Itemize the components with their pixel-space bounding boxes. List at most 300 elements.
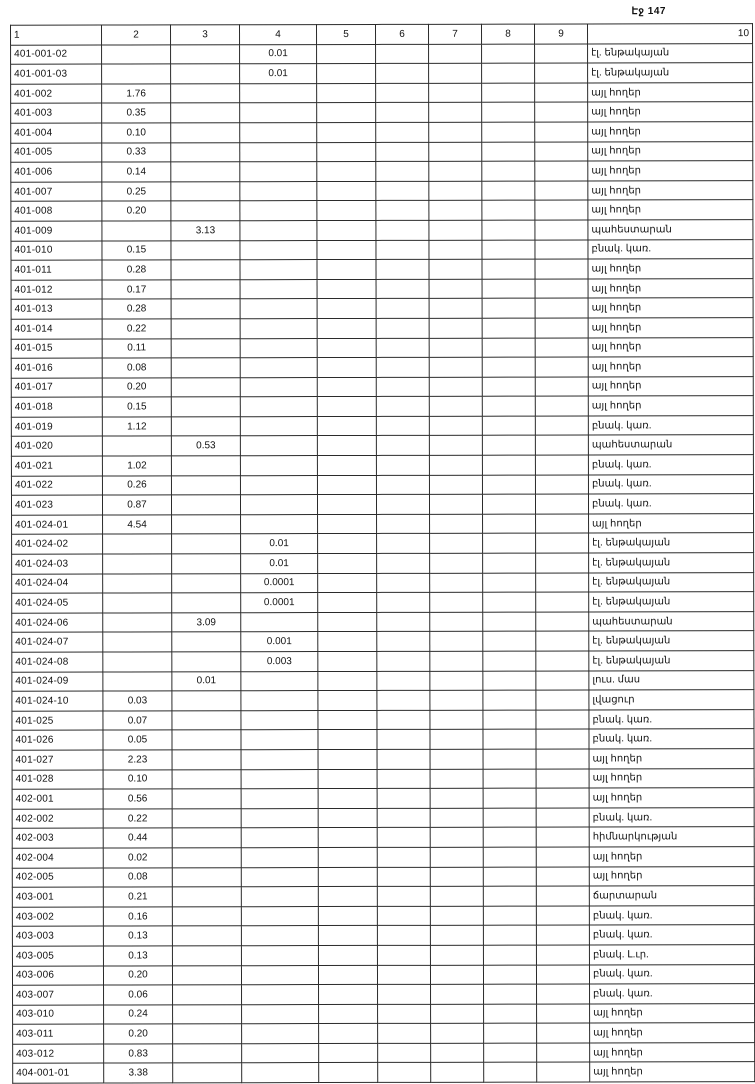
cell-col4	[241, 847, 318, 867]
cell-note: այլ հողեր	[589, 866, 754, 886]
cell-col8	[482, 298, 535, 318]
cell-note: այլ հողեր	[588, 102, 753, 122]
cell-col3	[171, 103, 240, 123]
cell-col2: 0.10	[103, 769, 172, 789]
cell-col2: 0.28	[102, 260, 171, 280]
cell-col6	[376, 416, 429, 436]
cell-col2: 0.26	[102, 476, 171, 496]
cell-col4	[241, 808, 318, 828]
cell-col6	[377, 945, 430, 965]
cell-col7	[429, 220, 482, 240]
cell-col8	[482, 63, 535, 83]
cell-col7	[429, 83, 482, 103]
cell-col7	[430, 514, 483, 534]
table-row	[11, 474, 753, 495]
cell-col5	[318, 534, 377, 554]
table-row	[11, 180, 753, 201]
cell-col4	[242, 1004, 319, 1024]
table-row	[12, 749, 754, 770]
cell-code: 401-018	[11, 397, 102, 417]
cell-col8	[482, 220, 535, 240]
cell-col8	[483, 925, 536, 945]
cell-code: 401-028	[12, 770, 103, 790]
cell-code: 403-001	[12, 887, 103, 907]
cell-note: այլ հողեր	[588, 298, 753, 318]
cell-col9	[535, 259, 588, 279]
cell-note: այլ հողեր	[589, 768, 754, 788]
cell-col5	[318, 867, 377, 887]
cell-col3	[172, 515, 241, 535]
cell-col8	[484, 1023, 537, 1043]
cell-code: 401-024-04	[12, 574, 103, 594]
cell-note: բնակ. կառ.	[588, 239, 753, 259]
cell-code: 401-024-03	[12, 554, 103, 574]
cell-col9	[536, 651, 589, 671]
cell-col4	[241, 926, 318, 946]
cell-col2: 4.54	[103, 515, 172, 535]
cell-col8	[482, 416, 535, 436]
cell-col5	[317, 201, 376, 221]
cell-col9	[536, 945, 589, 965]
cell-col3	[173, 1063, 242, 1083]
cell-col3	[171, 475, 240, 495]
cell-col5	[318, 828, 377, 848]
cell-col3	[171, 123, 240, 143]
cell-col3	[172, 730, 241, 750]
cell-col6	[376, 44, 429, 64]
cell-note: բնակ. կառ.	[589, 807, 754, 827]
cell-col7	[429, 181, 482, 201]
cell-col4: 0.0001	[241, 593, 318, 613]
cell-code: 401-025	[12, 711, 103, 731]
cell-col8	[484, 1063, 537, 1083]
cell-col6	[377, 651, 430, 671]
cell-note: այլ հողեր	[590, 1043, 755, 1063]
cell-col9	[536, 573, 589, 593]
cell-col4	[242, 1063, 319, 1083]
cell-note: պահեստարան	[588, 220, 753, 240]
cell-col9	[535, 337, 588, 357]
cell-col4	[241, 769, 318, 789]
cell-note: այլ հողեր	[590, 1023, 755, 1043]
cell-note: բնակ. Լ.ւր.	[589, 945, 754, 965]
cell-col7	[429, 63, 482, 83]
cell-col5	[317, 436, 376, 456]
cell-col5	[317, 456, 376, 476]
table-row	[11, 43, 753, 64]
cell-col3	[171, 201, 240, 221]
cell-col4	[241, 671, 318, 691]
cell-col6	[377, 710, 430, 730]
cell-col6	[377, 788, 430, 808]
cell-col6	[378, 1043, 431, 1063]
cell-col9	[535, 63, 588, 83]
cell-col4	[240, 416, 317, 436]
table-row	[12, 709, 754, 730]
cell-col6	[377, 749, 430, 769]
cell-col4	[241, 828, 318, 848]
table-row	[11, 396, 753, 417]
table-row	[13, 1043, 755, 1064]
cell-code: 401-002	[11, 84, 102, 104]
cell-col9	[535, 200, 588, 220]
cell-col3	[172, 554, 241, 574]
cell-code: 403-006	[12, 966, 103, 986]
column-header-3: 3	[171, 25, 240, 45]
cell-col6	[376, 455, 429, 475]
cell-col2: 0.44	[103, 828, 172, 848]
cell-col6	[376, 318, 429, 338]
cell-col4	[240, 377, 317, 397]
cell-col4	[241, 730, 318, 750]
cell-col3	[172, 750, 241, 770]
cell-code: 403-010	[13, 1005, 104, 1025]
cell-col8	[483, 808, 536, 828]
table-row	[11, 102, 753, 123]
cell-col6	[376, 357, 429, 377]
cell-col8	[482, 240, 535, 260]
cell-col8	[483, 827, 536, 847]
cell-col9	[535, 240, 588, 260]
cell-col2: 0.20	[103, 965, 172, 985]
cell-col3	[172, 946, 241, 966]
cell-col4	[241, 514, 318, 534]
cell-col6	[377, 730, 430, 750]
cell-col8	[483, 886, 536, 906]
cell-col6	[376, 103, 429, 123]
cell-col4	[240, 397, 317, 417]
cell-col5	[319, 1043, 378, 1063]
cell-col9	[535, 377, 588, 397]
cell-col4	[241, 906, 318, 926]
cell-code: 401-011	[11, 260, 102, 280]
cell-code: 401-013	[11, 299, 102, 319]
cell-col5	[318, 710, 377, 730]
cell-col5	[318, 926, 377, 946]
cell-col4	[241, 612, 318, 632]
cell-col2	[103, 593, 172, 613]
cell-col8	[482, 259, 535, 279]
cell-col5	[317, 44, 376, 64]
cell-code: 402-002	[12, 809, 103, 829]
cell-col4	[240, 456, 317, 476]
cell-note: այլ հողեր	[588, 278, 753, 298]
cell-col6	[377, 671, 430, 691]
cell-col6	[376, 338, 429, 358]
cell-note: այլ հողեր	[589, 788, 754, 808]
cell-col3	[171, 162, 240, 182]
table-row	[12, 631, 754, 652]
cell-col3	[171, 142, 240, 162]
cell-col6	[376, 436, 429, 456]
cell-col4	[240, 201, 317, 221]
cell-col7	[430, 534, 483, 554]
cell-col8	[482, 200, 535, 220]
cell-col4: 0.0001	[241, 573, 318, 593]
cell-col2: 0.83	[104, 1044, 173, 1064]
cell-col2: 0.05	[103, 730, 172, 750]
cell-col7	[429, 377, 482, 397]
cell-col6	[377, 691, 430, 711]
cell-note: էլ. ենթակայան	[589, 553, 754, 573]
cell-code: 401-010	[11, 241, 102, 261]
cell-col7	[429, 396, 482, 416]
cell-col8	[482, 102, 535, 122]
cell-note: բնակ. կառ.	[588, 455, 753, 475]
cell-code: 401-006	[11, 162, 102, 182]
cell-col8	[483, 749, 536, 769]
cell-col9	[535, 494, 588, 514]
cell-col3	[172, 593, 241, 613]
cell-col2	[103, 573, 172, 593]
cell-col3	[171, 279, 240, 299]
cell-code: 403-011	[13, 1024, 104, 1044]
page-number-label: Էջ 147	[631, 6, 666, 17]
cell-col7	[429, 259, 482, 279]
cell-col7	[429, 240, 482, 260]
cell-code: 401-020	[11, 436, 102, 456]
column-header-9: 9	[535, 24, 588, 44]
cell-code: 401-019	[11, 417, 102, 437]
cell-col2: 0.10	[102, 123, 171, 143]
cell-col3	[171, 338, 240, 358]
cell-col5	[317, 299, 376, 319]
cell-col9	[536, 729, 589, 749]
cell-col5	[317, 338, 376, 358]
cell-col7	[429, 475, 482, 495]
cell-col9	[535, 102, 588, 122]
cell-col9	[536, 906, 589, 926]
cell-col4	[241, 710, 318, 730]
cell-note: էլ. ենթակայան	[589, 651, 754, 671]
cell-col2: 0.22	[102, 319, 171, 339]
table-row	[11, 200, 753, 221]
cell-col2: 0.15	[102, 397, 171, 417]
cell-col5	[318, 632, 377, 652]
cell-col2	[103, 632, 172, 652]
cell-col9	[535, 83, 588, 103]
cell-col7	[430, 926, 483, 946]
cell-code: 401-024-02	[12, 534, 103, 554]
cell-col8	[482, 318, 535, 338]
cell-code: 401-015	[11, 339, 102, 359]
table-row	[11, 318, 753, 339]
table-header-row	[11, 24, 753, 45]
table-row	[11, 82, 753, 103]
cell-col2	[103, 652, 172, 672]
cell-col6	[376, 377, 429, 397]
column-header-6: 6	[376, 24, 429, 44]
cell-col2: 0.06	[104, 985, 173, 1005]
cell-col8	[482, 279, 535, 299]
cell-col6	[377, 965, 430, 985]
cell-col6	[377, 906, 430, 926]
cell-code: 401-014	[11, 319, 102, 339]
column-header-2: 2	[102, 25, 171, 45]
table-row	[11, 337, 753, 358]
cell-col3	[171, 417, 240, 437]
cell-col6	[377, 867, 430, 887]
cell-col5	[319, 985, 378, 1005]
cell-col2: 0.03	[103, 691, 172, 711]
cell-note: լվացուր	[589, 690, 754, 710]
cell-code: 403-007	[13, 985, 104, 1005]
cell-col2: 0.24	[104, 1005, 173, 1025]
table-row	[11, 376, 753, 397]
table-row	[13, 1003, 755, 1024]
cell-col2: 1.12	[102, 417, 171, 437]
cell-col9	[537, 1023, 590, 1043]
cell-col8	[482, 475, 535, 495]
cell-col3: 3.09	[172, 613, 241, 633]
cell-col8	[482, 436, 535, 456]
cell-col9	[536, 690, 589, 710]
cell-col5	[319, 1004, 378, 1024]
table-wrapper	[10, 23, 750, 1083]
cell-col9	[537, 1062, 590, 1082]
cell-col7	[430, 749, 483, 769]
table-body	[11, 43, 755, 1083]
cell-col4	[241, 965, 318, 985]
cell-note: այլ հողեր	[590, 1062, 755, 1082]
cell-note: այլ հողեր	[589, 847, 754, 867]
table-head	[11, 24, 753, 45]
cell-col4: 0.01	[240, 64, 317, 84]
cell-col5	[318, 749, 377, 769]
cell-col4: 0.01	[240, 44, 317, 64]
cell-col7	[429, 44, 482, 64]
cell-col6	[376, 279, 429, 299]
cell-col3	[172, 965, 241, 985]
cell-col4	[241, 691, 318, 711]
cell-col7	[429, 161, 482, 181]
table-row	[12, 886, 754, 907]
table-row	[12, 827, 754, 848]
cell-col4	[240, 436, 317, 456]
cell-col9	[535, 142, 588, 162]
cell-col8	[483, 514, 536, 534]
table-row	[11, 278, 753, 299]
cell-col5	[317, 122, 376, 142]
cell-col2: 0.35	[102, 103, 171, 123]
cell-col9	[535, 357, 588, 377]
cell-col6	[376, 220, 429, 240]
cell-col4	[240, 221, 317, 241]
cell-col9	[536, 788, 589, 808]
cell-col4	[240, 240, 317, 260]
cell-col3	[172, 789, 241, 809]
cell-code: 401-009	[11, 221, 102, 241]
cell-col4	[240, 181, 317, 201]
cell-note: հիմնարկության	[589, 827, 754, 847]
cell-col2: 0.20	[104, 1024, 173, 1044]
cell-col7	[431, 1004, 484, 1024]
table-row	[11, 239, 753, 260]
cell-col4	[240, 162, 317, 182]
cell-col8	[482, 494, 535, 514]
cell-col2: 0.20	[102, 201, 171, 221]
cell-col3	[171, 456, 240, 476]
cell-col5	[317, 358, 376, 378]
cell-col7	[430, 592, 483, 612]
table-row	[13, 1062, 755, 1083]
cell-col7	[430, 573, 483, 593]
cell-col4: 0.001	[241, 632, 318, 652]
cell-col8	[483, 788, 536, 808]
cell-col2: 3.38	[104, 1063, 173, 1083]
cell-col6	[376, 201, 429, 221]
cell-col8	[483, 553, 536, 573]
cell-col5	[318, 514, 377, 534]
column-header-8: 8	[482, 24, 535, 44]
cell-col9	[536, 808, 589, 828]
cell-col6	[377, 573, 430, 593]
cell-col7	[429, 279, 482, 299]
cell-note: բնակ. կառ.	[589, 964, 754, 984]
cell-col2: 0.56	[103, 789, 172, 809]
cell-col6	[376, 240, 429, 260]
cell-col9	[536, 710, 589, 730]
table-row	[12, 690, 754, 711]
cell-col9	[535, 416, 588, 436]
cell-col2	[102, 64, 171, 84]
cell-col7	[429, 201, 482, 221]
cell-col8	[483, 729, 536, 749]
cell-col6	[377, 514, 430, 534]
cell-col9	[536, 533, 589, 553]
table-row	[12, 729, 754, 750]
cell-col3: 0.53	[171, 436, 240, 456]
cell-code: 401-001-03	[11, 64, 102, 84]
cell-col7	[429, 416, 482, 436]
cell-col5	[318, 553, 377, 573]
cell-col3	[171, 358, 240, 378]
cell-col2	[102, 221, 171, 241]
cell-col2: 0.08	[102, 358, 171, 378]
cell-col3	[172, 808, 241, 828]
cell-note: բնակ. կառ.	[589, 925, 754, 945]
table-row	[12, 592, 754, 613]
table-row	[12, 513, 754, 534]
cell-col6	[376, 142, 429, 162]
cell-col2: 0.28	[102, 299, 171, 319]
cell-col3	[172, 848, 241, 868]
cell-col7	[429, 436, 482, 456]
cell-note: այլ հողեր	[588, 318, 753, 338]
cell-col8	[483, 965, 536, 985]
cell-col2: 0.11	[102, 338, 171, 358]
cell-col5	[318, 691, 377, 711]
cell-code: 401-024-05	[12, 593, 103, 613]
table-row	[12, 964, 754, 985]
cell-col3	[172, 534, 241, 554]
cell-col4	[240, 83, 317, 103]
table-row	[11, 141, 753, 162]
table-row	[11, 220, 753, 241]
cell-col8	[483, 651, 536, 671]
cell-col3: 0.01	[172, 671, 241, 691]
table-row	[11, 298, 753, 319]
cell-col8	[482, 357, 535, 377]
cell-col8	[482, 83, 535, 103]
cell-code: 401-008	[11, 201, 102, 221]
cell-col6	[377, 808, 430, 828]
land-registry-table	[10, 23, 755, 1084]
cell-col7	[429, 494, 482, 514]
cell-note: բնակ. կառ.	[588, 494, 753, 514]
table-row	[12, 905, 754, 926]
cell-col6	[376, 299, 429, 319]
